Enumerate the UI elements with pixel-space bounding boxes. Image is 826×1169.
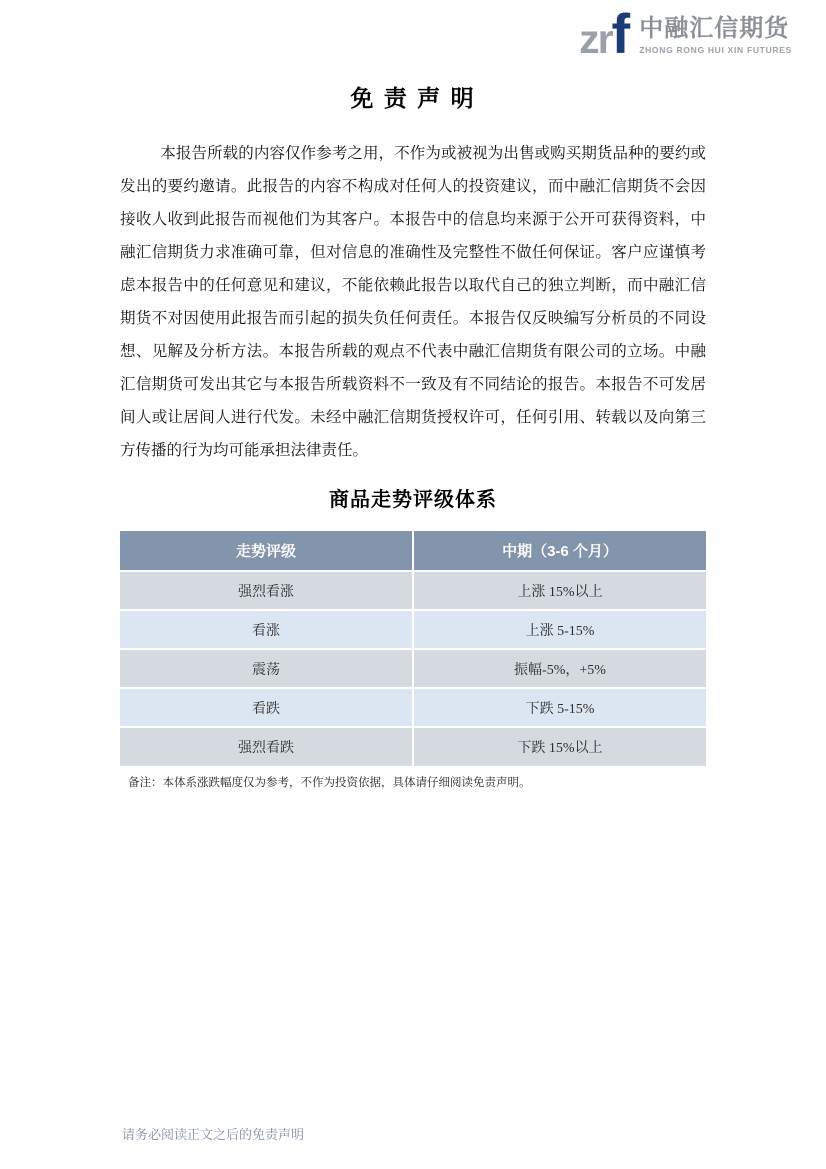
rating-cell: 看涨 — [120, 610, 413, 649]
range-cell: 下跌 15%以上 — [413, 727, 706, 766]
logo-zrf-icon — [579, 2, 631, 65]
table-header-row — [120, 531, 706, 571]
company-name: 中融汇信期货 — [639, 15, 790, 43]
table-row — [120, 688, 706, 727]
table-row — [120, 649, 706, 688]
rating-cell: 看跌 — [120, 688, 413, 727]
rating-table-body — [120, 571, 706, 766]
header-midterm-column: 中期（3-6 个月） — [413, 531, 706, 571]
rating-cell: 强烈看涨 — [120, 571, 413, 610]
range-cell: 上涨 15%以上 — [413, 571, 706, 610]
company-tagline: ZHONG RONG HUI XIN FUTURES — [639, 44, 792, 55]
disclaimer-paragraph: 本报告所载的内容仅作参考之用，不作为或被视为出售或购买期货品种的要约或发出的要约邀请。此报告的内容不构成对任何人的投资建议，而中融汇信期货不会因接收人收到此报告而视他们为其客户。本报告中的信息均来源于公开可获得资料，中融汇信期货力求准确可靠，但对信息的准确性及完整性不做任何保证。客户应谨慎考虑本报告中的任何意见和建议，不能依赖此报告以取代自己的独立判断，而中融汇信期货不对因使用此报告而引起的损失负任何责任。本报告仅反映编写分析员的不同设想、见解及分析方法。本报告所载的观点不代表中融汇信期货有限公司的立场。中融汇信期货可发出其它与本报告所载资料不一致及有不同结论的报告。本报告不可发居间人或让居间人进行代发。未经中融汇信期货授权许可，任何引用、转载以及向第三方传播的行为均可能承担法律责任。 — [120, 145, 706, 459]
rating-table — [120, 531, 706, 766]
logo-letters-zr: zr — [579, 15, 612, 62]
header-rating-column: 走势评级 — [120, 531, 413, 571]
range-cell: 振幅-5%，+5% — [413, 649, 706, 688]
range-cell: 下跌 5-15% — [413, 688, 706, 727]
table-note: 备注：本体系涨跌幅度仅为参考，不作为投资依据，具体请仔细阅读免责声明。 — [128, 777, 531, 789]
company-logo — [579, 2, 792, 65]
footer-disclaimer-reminder: 请务必阅读正文之后的免责声明 — [122, 1127, 305, 1142]
logo-letter-f: f — [611, 2, 631, 65]
table-row — [120, 571, 706, 610]
range-cell: 上涨 5-15% — [413, 610, 706, 649]
table-row — [120, 610, 706, 649]
page-title: 免 责 声 明 — [350, 85, 476, 111]
rating-cell: 震荡 — [120, 649, 413, 688]
table-row — [120, 727, 706, 766]
rating-section-title: 商品走势评级体系 — [329, 489, 497, 511]
rating-cell: 强烈看跌 — [120, 727, 413, 766]
logo-name-block — [639, 16, 792, 55]
